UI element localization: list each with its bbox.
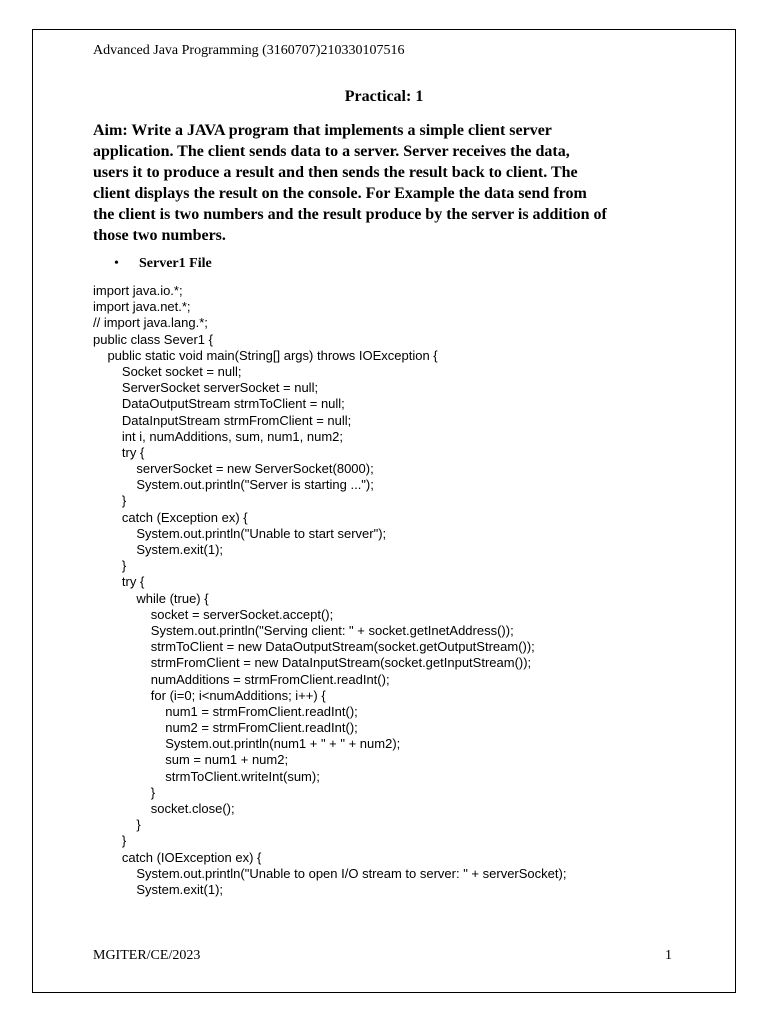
code-line: num1 = strmFromClient.readInt(); <box>93 703 358 719</box>
code-line: } <box>93 493 127 509</box>
code-line: System.out.println("Unable to open I/O stream to server: " + serverSocket); <box>93 865 567 881</box>
code-line: for (i=0; i<numAdditions; i++) { <box>93 687 326 703</box>
page-header: Advanced Java Programming (3160707)210330107516 <box>93 43 405 58</box>
aim-line: those two numbers. <box>93 227 226 244</box>
code-line: System.exit(1); <box>93 542 224 557</box>
code-line: while (true) { <box>93 590 209 606</box>
aim-line: the client is two numbers and the result produce by the server is addition of <box>93 206 607 223</box>
code-line: System.out.println("Serving client: " + socket.getInetAddress()); <box>93 622 514 638</box>
code-line: socket.close(); <box>93 801 235 816</box>
code-line: DataOutputStream strmToClient = null; <box>93 396 345 412</box>
aim-line: users it to produce a result and then sends the result back to client. The <box>93 164 578 181</box>
section-label: Server1 File <box>139 256 212 271</box>
code-line: socket = serverSocket.accept(); <box>93 606 334 622</box>
page-number: 1 <box>665 948 672 963</box>
code-line: try { <box>93 574 145 590</box>
code-line: serverSocket = new ServerSocket(8000); <box>93 461 374 477</box>
code-line: num2 = strmFromClient.readInt(); <box>93 720 358 736</box>
code-line: System.out.println("Unable to start server"); <box>93 525 387 541</box>
code-line: strmToClient = new DataOutputStream(socket.getOutputStream()); <box>93 639 535 655</box>
code-line: public class Sever1 { <box>93 331 213 347</box>
aim-line: application. The client sends data to a server. Server receives the data, <box>93 143 570 160</box>
page-footer-course: MGITER/CE/2023 <box>93 948 201 963</box>
code-line: } <box>93 784 156 800</box>
code-line: } <box>93 817 141 833</box>
code-line: try { <box>93 444 145 460</box>
aim-line: client displays the result on the console. For Example the data send from <box>93 185 587 202</box>
code-line: System.exit(1); <box>93 881 224 897</box>
code-line: ServerSocket serverSocket = null; <box>93 380 319 396</box>
code-line: int i, numAdditions, sum, num1, num2; <box>93 428 343 444</box>
code-line: numAdditions = strmFromClient.readInt(); <box>93 671 390 687</box>
code-line: // import java.lang.*; <box>93 315 208 331</box>
code-line: System.out.println(num1 + " + " + num2); <box>93 736 401 752</box>
aim-statement <box>93 120 693 246</box>
code-line: strmFromClient = new DataInputStream(socket.getInputStream()); <box>93 655 532 671</box>
code-line: import java.net.*; <box>93 299 191 315</box>
practical-title: Practical: 1 <box>344 88 424 105</box>
code-line: public static void main(String[] args) throws IOException { <box>93 347 438 363</box>
aim-line: Aim: Write a JAVA program that implements a simple client server <box>93 122 552 139</box>
code-line: import java.io.*; <box>93 283 183 298</box>
code-line: catch (Exception ex) { <box>93 509 248 525</box>
code-line: sum = num1 + num2; <box>93 752 289 768</box>
code-line: } <box>93 833 127 849</box>
code-line: } <box>93 558 127 574</box>
code-block <box>93 283 566 898</box>
code-line: Socket socket = null; <box>93 363 242 379</box>
section-list-item <box>114 256 212 272</box>
bullet-icon: • <box>114 256 119 271</box>
code-line: DataInputStream strmFromClient = null; <box>93 412 352 428</box>
code-line: System.out.println("Server is starting ..."); <box>93 477 374 493</box>
code-line: catch (IOException ex) { <box>93 849 262 865</box>
code-line: strmToClient.writeInt(sum); <box>93 768 320 784</box>
